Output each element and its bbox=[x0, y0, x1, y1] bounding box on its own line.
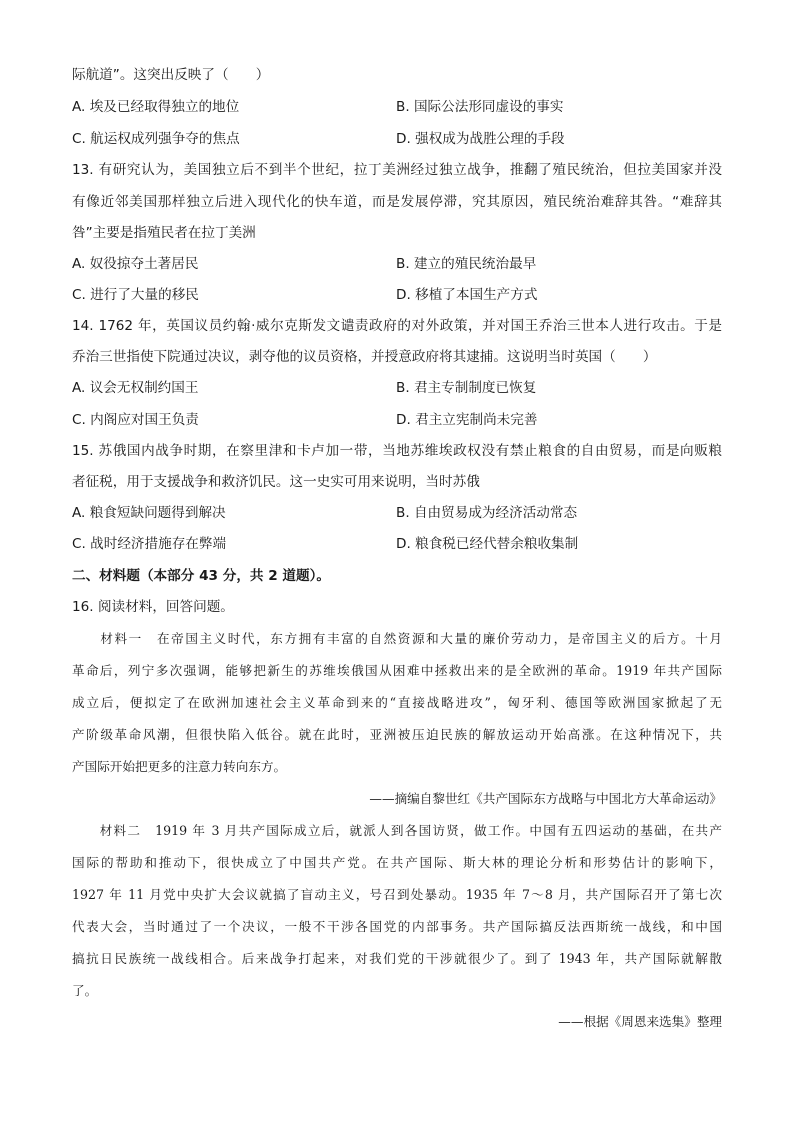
q13-option-c[interactable]: C. 进行了大量的移民 bbox=[72, 287, 199, 303]
q14-options-row-1 bbox=[72, 380, 722, 396]
q15-option-b[interactable]: B. 自由贸易成为经济活动常态 bbox=[396, 505, 578, 521]
material-2-line-3: 1927 年 11 月党中央扩大会议就搞了盲动主义，号召到处暴动。1935 年 7～8 月，共产国际召开了第七次 bbox=[72, 887, 722, 902]
q13-option-a[interactable]: A. 奴役掠夺土著居民 bbox=[72, 256, 199, 272]
q14-stem-line-2: 乔治三世指使下院通过决议，剥夺他的议员资格，并授意政府将其逮捕。这说明当时英国（ ） bbox=[72, 349, 657, 365]
material-1-line-5: 产国际开始把更多的注意力转向东方。 bbox=[72, 759, 287, 774]
q13-stem-line-2: 有像近邻美国那样独立后进入现代化的快车道，而是发展停滞，究其原因，殖民统治难辞其咎。“难辞其 bbox=[72, 194, 722, 210]
section-2-heading: 二、材料题（本部分 43 分，共 2 道题）。 bbox=[72, 568, 331, 584]
q14-stem-line-1: 14. 1762 年，英国议员约翰·威尔克斯发文谴责政府的对外政策，并对国王乔治三世本人进行攻击。于是 bbox=[72, 318, 722, 334]
q15-options-row-1 bbox=[72, 505, 722, 521]
q14-option-d[interactable]: D. 君主立宪制尚未完善 bbox=[396, 412, 538, 428]
q14-option-b[interactable]: B. 君主专制制度已恢复 bbox=[396, 380, 537, 396]
material-1-source: ——摘编自黎世红《共产国际东方战略与中国北方大革命运动》 bbox=[369, 791, 722, 806]
material-2-line-6: 了。 bbox=[72, 983, 98, 998]
q15-option-a[interactable]: A. 粮食短缺问题得到解决 bbox=[72, 505, 226, 521]
material-2-line-4: 代表大会，当时通过了一个决议，一般不干涉各国党的内部事务。共产国际搞反法西斯统一战线，和中国 bbox=[72, 919, 722, 934]
q13-options-row-2 bbox=[72, 287, 722, 303]
q15-option-d[interactable]: D. 粮食税已经代替余粮收集制 bbox=[396, 536, 579, 552]
q13-option-b[interactable]: B. 建立的殖民统治最早 bbox=[396, 256, 537, 272]
material-2-line-5: 搞抗日民族统一战线相合。后来战争打起来，对我们党的干涉就很少了。到了 1943 年，共产国际就解散 bbox=[72, 951, 722, 966]
q14-option-a[interactable]: A. 议会无权制约国王 bbox=[72, 380, 199, 396]
q12-stem-end: 际航道”。这突出反映了（ ） bbox=[72, 67, 270, 83]
q15-options-row-2 bbox=[72, 536, 722, 552]
material-1-line-3: 成立后，便拟定了在欧洲加速社会主义革命到来的“直接战略进攻”，匈牙利、德国等欧洲国家掀起了无 bbox=[72, 695, 722, 710]
q15-stem-line-2: 者征税，用于支援战争和救济饥民。这一史实可用来说明，当时苏俄 bbox=[72, 474, 480, 490]
q12-options-row-1 bbox=[72, 99, 722, 115]
q14-options-row-2 bbox=[72, 412, 722, 428]
q13-stem-line-3: 咎”主要是指殖民者在拉丁美洲 bbox=[72, 225, 256, 241]
q15-option-c[interactable]: C. 战时经济措施存在弊端 bbox=[72, 536, 227, 552]
material-1-line-2: 革命后，列宁多次强调，能够把新生的苏维埃俄国从困难中拯救出来的是全欧洲的革命。1919 年共产国际 bbox=[72, 663, 722, 678]
q15-stem-line-1: 15. 苏俄国内战争时期，在察里津和卡卢加一带，当地苏维埃政权没有禁止粮食的自由贸易，而是向贩粮 bbox=[72, 443, 722, 459]
material-1-line-4: 产阶级革命风潮，但很快陷入低谷。就在此时，亚洲被压迫民族的解放运动开始高涨。在这种情况下，共 bbox=[72, 727, 722, 742]
q13-options-row-1 bbox=[72, 256, 722, 272]
q12-options-row-2 bbox=[72, 131, 722, 147]
q12-option-c[interactable]: C. 航运权成列强争夺的焦点 bbox=[72, 131, 240, 147]
q14-option-c[interactable]: C. 内阁应对国王负责 bbox=[72, 412, 199, 428]
q12-option-b[interactable]: B. 国际公法形同虚设的事实 bbox=[396, 99, 564, 115]
material-2-line-1: 材料二 1919 年 3 月共产国际成立后，就派人到各国访贤，做工作。中国有五四运动的基础，在共产 bbox=[72, 823, 722, 838]
q12-option-d[interactable]: D. 强权成为战胜公理的手段 bbox=[396, 131, 565, 147]
q13-stem-line-1: 13. 有研究认为，美国独立后不到半个世纪，拉丁美洲经过独立战争，推翻了殖民统治，但拉美国家并没 bbox=[72, 162, 722, 178]
material-1-line-1: 材料一 在帝国主义时代，东方拥有丰富的自然资源和大量的廉价劳动力，是帝国主义的后方。十月 bbox=[72, 631, 722, 646]
q16-intro: 16. 阅读材料，回答问题。 bbox=[72, 599, 234, 615]
q13-option-d[interactable]: D. 移植了本国生产方式 bbox=[396, 287, 538, 303]
material-2-line-2: 国际的帮助和推动下，很快成立了中国共产党。在共产国际、斯大林的理论分析和形势估计的影响下， bbox=[72, 855, 722, 870]
q12-option-a[interactable]: A. 埃及已经取得独立的地位 bbox=[72, 99, 240, 115]
material-2-source: ——根据《周恩来选集》整理 bbox=[558, 1014, 722, 1029]
